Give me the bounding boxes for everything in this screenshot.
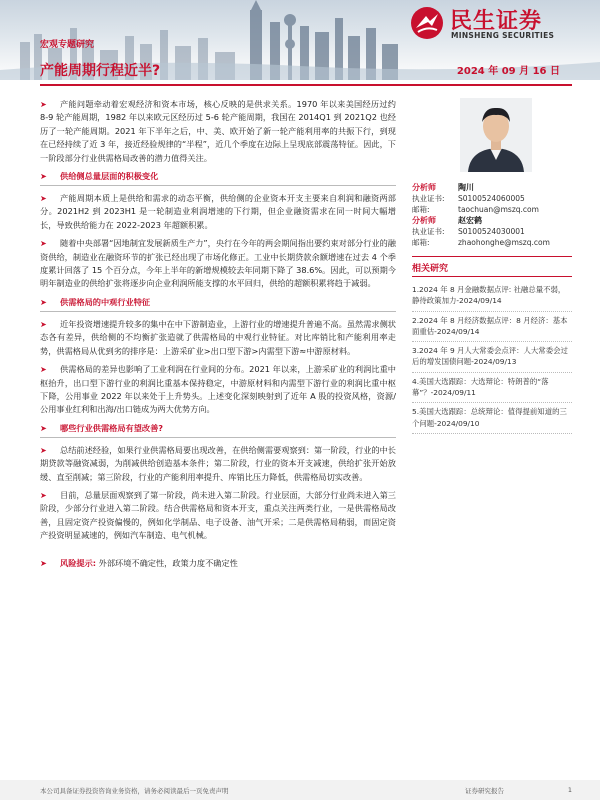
analyst-name-row: 分析师 陶川 <box>412 183 474 192</box>
analyst-block <box>412 182 572 248</box>
arrow-bullet-icon: ➤ <box>40 100 47 109</box>
minsheng-logo <box>410 4 586 44</box>
paragraph: ➤ 总结前述经验，如果行业供需格局要出现改善，在供给侧需要观察到：第一阶段，行业的中长期贷款等融资减弱，为削减供给创造基本条件；第二阶段，行业的资本开支减速，供给扩张开始放缓、直至削减；第三阶段，行业的产能利用率提升、库销比压力降低，供需格局切实改善。 <box>40 444 396 482</box>
report-title: 产能周期行程近半? <box>40 63 161 79</box>
arrow-bullet-icon: ➤ <box>40 365 47 375</box>
title-divider <box>40 84 572 86</box>
arrow-bullet-icon: ➤ <box>40 171 47 182</box>
arrow-bullet-icon: ➤ <box>40 445 47 455</box>
arrow-bullet-icon: ➤ <box>40 557 47 568</box>
related-research-heading: 相关研究 <box>412 264 449 274</box>
paragraph: ➤ 目前，总量层面观察到了第一阶段，尚未进入第二阶段。行业层面，大部分行业尚未进入第三阶段，少部分行业进入第二阶段。结合供需格局和资本开支，重点关注两类行业，一是供需格局改善，且固定资产投资偏慢的，例如化学制品、电子设备、油气开采；二是供需格局稍弱，而固定资产投资明显减速的，例如汽车制造、电气机械。 <box>40 489 396 541</box>
related-item[interactable]: 1.2024 年 8 月金融数据点评: 社融总量不弱，静待政策加力-2024/09/14 <box>412 281 572 312</box>
arrow-bullet-icon: ➤ <box>40 239 47 249</box>
sidebar-divider <box>412 256 572 257</box>
analyst-email-row[interactable]: 邮箱: taochuan@mszq.com <box>412 205 539 214</box>
section-heading: ➤ 哪些行业供需格局有望改善? <box>40 422 396 438</box>
section-heading: ➤ 供给侧总量层面的积极变化 <box>40 170 396 186</box>
brand-name-en: MINSHENG SECURITIES <box>451 31 555 40</box>
arrow-bullet-icon: ➤ <box>40 319 47 329</box>
related-divider <box>412 276 572 277</box>
arrow-bullet-icon: ➤ <box>40 296 47 307</box>
analyst-cert-row: 执业证书: S0100524030001 <box>412 227 525 236</box>
analyst-name-row: 分析师 赵宏鹤 <box>412 216 482 225</box>
footer-disclaimer: 本公司具备证券投资咨询业务资格，请务必阅读最后一页免责声明 <box>40 787 229 795</box>
risk-label: 风险提示: <box>60 557 97 568</box>
related-item[interactable]: 4.美国大选跟踪：大选辩论：特朗普的“落幕”？-2024/09/11 <box>412 373 572 404</box>
report-date: 2024 年 09 月 16 日 <box>456 66 560 77</box>
page-footer <box>0 780 600 800</box>
related-item[interactable]: 5.美国大选跟踪：总统辩论：值得提前知道的三个问题-2024/09/10 <box>412 403 572 434</box>
sidebar <box>412 98 572 434</box>
section-heading: ➤ 供需格局的中观行业特征 <box>40 296 396 312</box>
logo-mark-icon <box>410 6 444 40</box>
arrow-bullet-icon: ➤ <box>40 422 47 433</box>
arrow-bullet-icon: ➤ <box>40 490 47 500</box>
analyst-photo <box>460 98 532 172</box>
paragraph: ➤ 产能周期本质上是供给和需求的动态平衡，供给侧的企业资本开支主要来自利润和融资两部分。2021H2 到 2023H1 是一轮制造业利润增速的下行期，但企业融资需求在同一时间大幅增长，导致供给能力在 2022-2023 年超额积累。 <box>40 193 396 230</box>
paragraph: ➤ 产能问题牵动着宏观经济和资本市场，核心反映的是供求关系。1970 年以来美国经历过约 8-9 轮产能周期，1982 年以来欧元区经历过 5-6 轮产能周期，我国在 2014Q1 到 2021Q2 也经历了一轮产能周期。2021 年下半年之后，中、美、欧开始了新一轮产能利用率的共振下行，到现在已经持续了近 3 年，接近经验规律的“半程”，近几个季度在边际上呈现底部震荡特征。因此，下一阶段部分行业供需格局改善的潜力值得关注。 <box>40 99 396 163</box>
analyst-email-row[interactable]: 邮箱: zhaohonghe@mszq.com <box>412 238 550 247</box>
brand-name-cn: 民生证券 <box>450 9 543 34</box>
risk-text: 外部环境不确定性，政策力度不确定性 <box>98 557 238 568</box>
page-number: 1 <box>567 786 572 794</box>
footer-label: 证券研究报告 <box>465 787 504 795</box>
paragraph: ➤ 近年投资增速提升较多的集中在中下游制造业，上游行业的增速提升普遍不高。虽然需求侧状态各有差异，供给侧的不均衡扩张造就了供需格局的中观行业特征。对比库销比和产能利用率走势，供需格局从优到劣的排序是：上游采矿业>出口型下游>内需型下游≈中游原材料。 <box>40 318 396 356</box>
header-banner <box>0 0 600 80</box>
paragraph: ➤ 随着中央部署“因地制宜发展新质生产力”，央行在今年的两会期间指出要约束对部分行业的融资供给，制造业在融资环节的扩张已经出现了市场化修正。工业中长期贷款余额增速在过去 4 个季度累计回落了 15 个百分点，今年上半年的新增规模较去年同期下降了 38.6%。因此，可以预期今明年制造业的供给扩张将逐步向企业利润所能支撑的水平回归，供给的超额积累将趋于减弱。 <box>40 238 396 289</box>
related-item[interactable]: 3.2024 年 9 月人大常委会点评：人大常委会过后的增发国债问题-2024/09/13 <box>412 342 572 373</box>
report-category: 宏观专题研究 <box>40 40 95 50</box>
main-content <box>40 98 396 570</box>
analyst-cert-row: 执业证书: S0100524060005 <box>412 194 525 203</box>
paragraph: ➤ 供需格局的差异也影响了工业利润在行业间的分布。2021 年以来，上游采矿业的利润比重中枢抬升，出口型下游行业的利润比重基本保持稳定，中游原材料和内需型下游行业的利润比重中枢下降，公用事业 2022 年以来处于上升势头。上述变化深刻映射到了近年 A 股的投资风格，资源/公用事业红利和出海/出口链成为两大优势方向。 <box>40 364 396 415</box>
risk-note <box>40 557 396 570</box>
related-item[interactable]: 2.2024 年 8 月经济数据点评：8 月经济：基本面重估-2024/09/14 <box>412 312 572 343</box>
arrow-bullet-icon: ➤ <box>40 194 47 204</box>
